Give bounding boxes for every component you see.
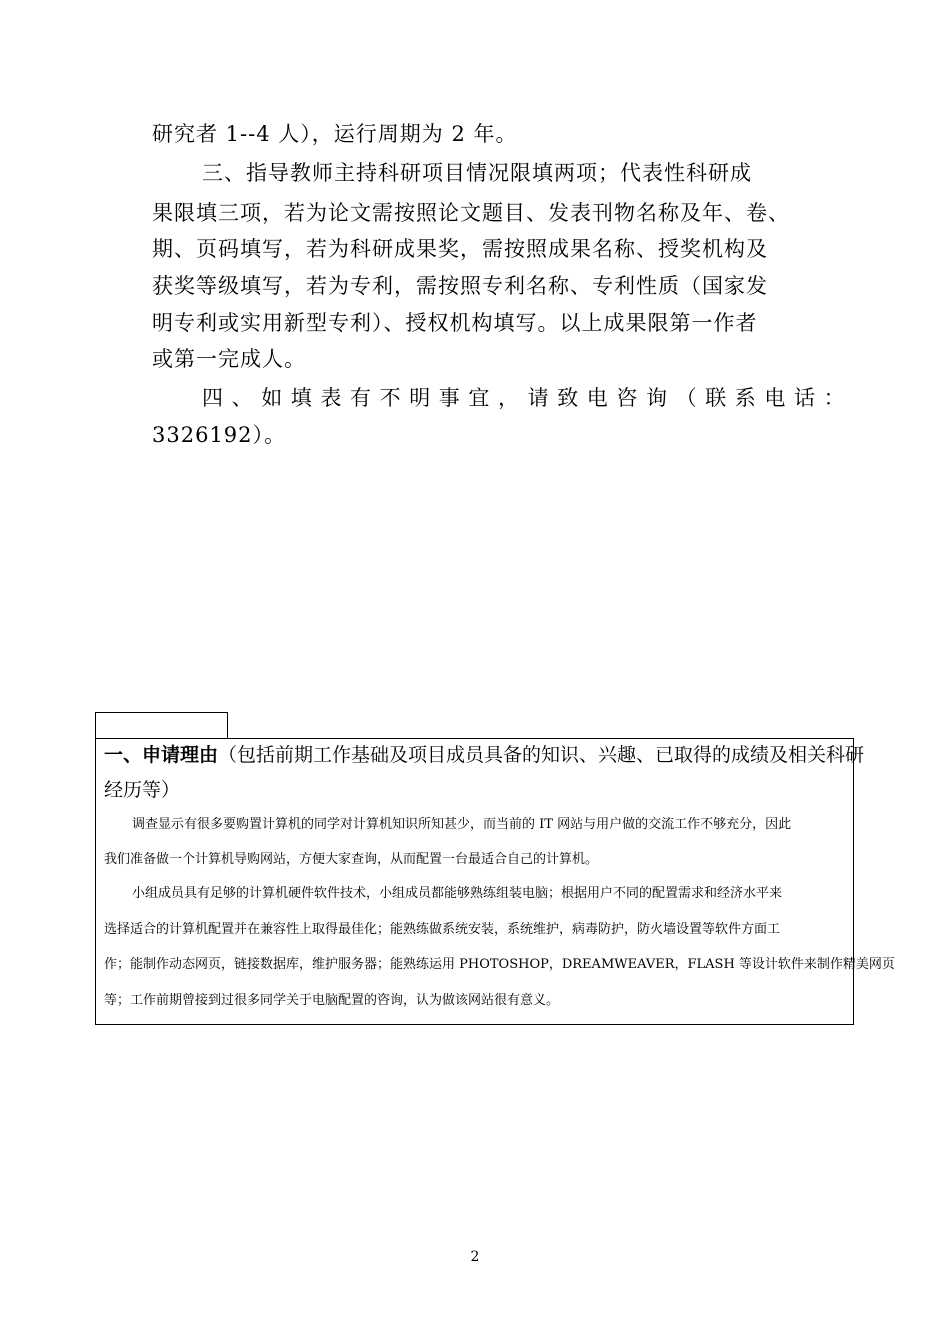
reason-paragraph-line: 作；能制作动态网页，链接数据库，维护服务器；能熟练运用 PHOTOSHOP，DREAMWEAVER，FLASH 等设计软件来制作精美网页	[104, 957, 895, 972]
note-line: 期、页码填写，若为科研成果奖，需按照成果名称、授奖机构及	[152, 237, 768, 261]
note-line: 获奖等级填写，若为专利，需按照专利名称、专利性质（国家发	[152, 274, 768, 298]
page-number: 2	[470, 1249, 480, 1265]
reason-subtitle-cont: 经历等）	[104, 779, 181, 801]
reason-paragraph-line: 等；工作前期曾接到过很多同学关于电脑配置的咨询，认为做该网站很有意义。	[104, 993, 560, 1008]
note-item-4: 四、如填表有不明事宜，请致电咨询（联系电话：	[202, 386, 854, 410]
table-tab-cell	[95, 712, 228, 739]
reason-subtitle: （包括前期工作基础及项目成员具备的知识、兴趣、已取得的成绩及相关科研	[218, 744, 865, 766]
reason-paragraph-line: 选择适合的计算机配置并在兼容性上取得最佳化；能熟练做系统安装，系统维护，病毒防护，防火墙设置等软件方面工	[104, 922, 781, 937]
application-reason-section	[95, 738, 895, 1025]
note-line: 果限填三项，若为论文需按照论文题目、发表刊物名称及年、卷、	[152, 201, 790, 225]
note-line: 或第一完成人。	[152, 347, 306, 371]
reason-paragraph-line: 小组成员具有足够的计算机硬件软件技术，小组成员都能够熟练组装电脑；根据用户不同的配置需求和经济水平来	[132, 886, 783, 901]
reason-title: 一、申请理由	[104, 744, 219, 766]
note-line: 研究者 1--4 人），运行周期为 2 年。	[152, 122, 518, 146]
note-item-3: 三、指导教师主持科研项目情况限填两项；代表性科研成	[202, 161, 752, 185]
reason-heading	[104, 742, 864, 768]
note-line: 3326192）。	[152, 423, 287, 447]
note-line: 明专利或实用新型专利）、授权机构填写。以上成果限第一作者	[152, 311, 758, 335]
reason-paragraph-line: 调查显示有很多要购置计算机的同学对计算机知识所知甚少，而当前的 IT 网站与用户做的交流工作不够充分，因此	[132, 817, 792, 832]
reason-paragraph-line: 我们准备做一个计算机导购网站，方便大家查询，从而配置一台最适合自己的计算机。	[104, 852, 599, 867]
